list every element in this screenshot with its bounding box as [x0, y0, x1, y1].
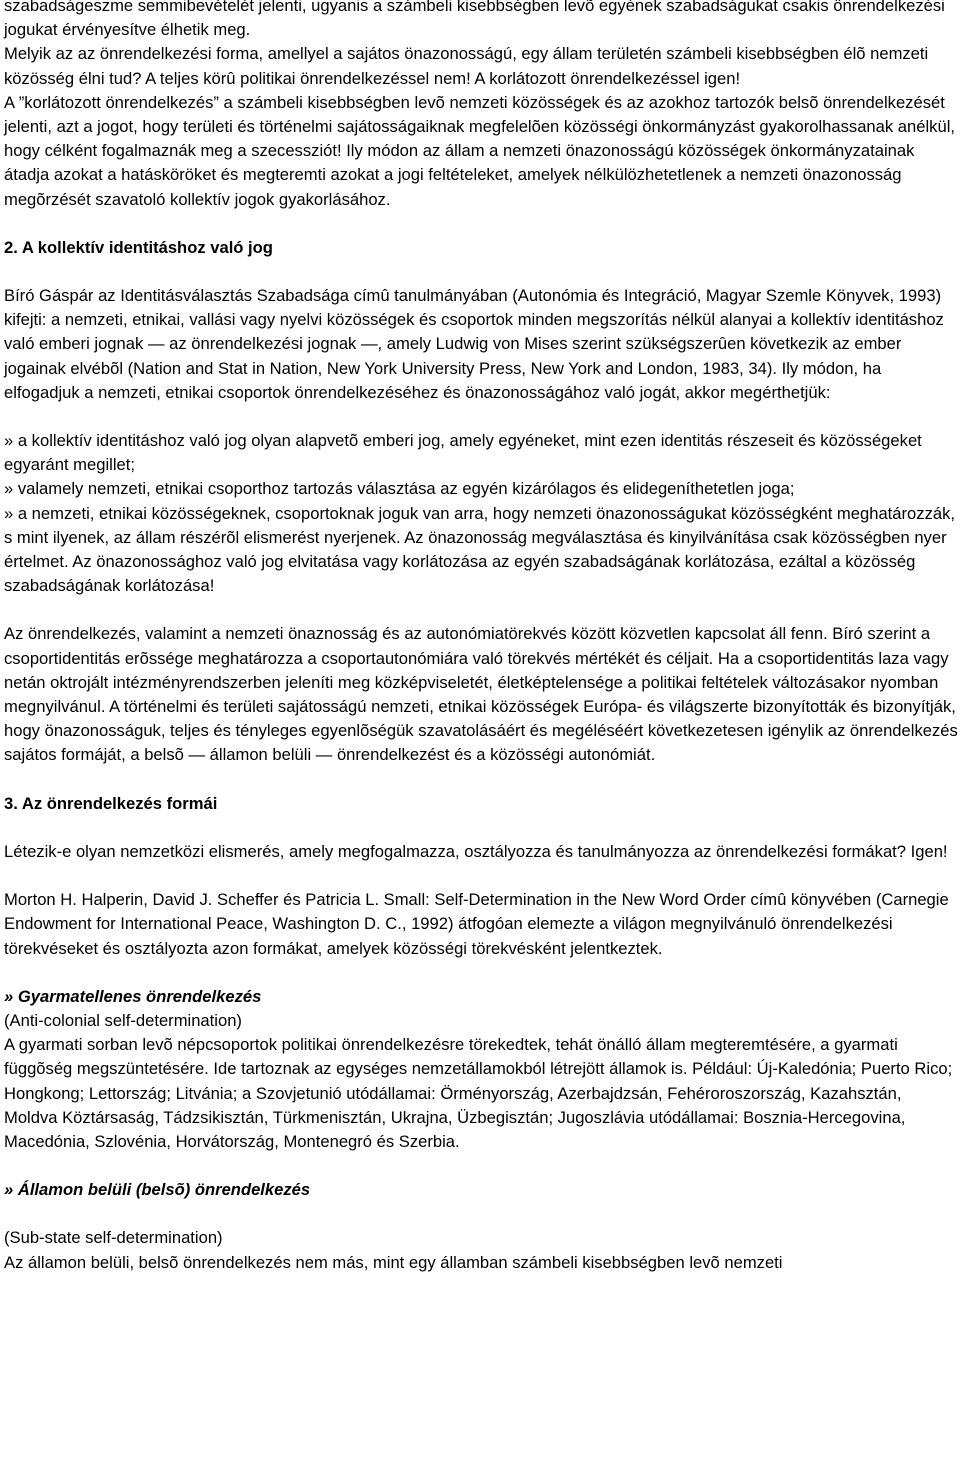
section-2-paragraph-2: Az önrendelkezés, valamint a nemzeti önaznosság és az autonómiatörekvés között közvetlen kapcsolat áll fenn. Bíró szerint a csoportidentitás erõssége meghatározza a csoportautonómiára való törekvés mértékét és céljait. Ha a csoportidentitás laza vagy netán oktrojált intézményrendszerben jeleníti meg közképviseletét, életképtelensége a politikai feltételek változásakor nyomban megnyilvánul. A történelmi és területi sajátosságú nemzeti, etnikai közösségek Európa- és világszerte bizonyították és bizonyítják, hogy önazonosságuk, teljes és tényleges egyenlõségük szavatolásáért és megéléséért következetesen igénylik az önrendelkezés sajátos formáját, a belsõ — államon belüli — önrendelkezést és a közösségi autonómiát. — [4, 624, 958, 765]
intro-paragraph-1: szabadságeszme semmibevételét jelenti, ugyanis a számbeli kisebbségben levõ egyének szabadságukat csakis önrendelkezési jogukat érvényesítve élhetik meg. — [4, 0, 945, 40]
spacer — [4, 768, 958, 792]
subsection-substate-english: (Sub-state self-determination) — [4, 1228, 223, 1248]
section-3-heading: 3. Az önrendelkezés formái — [4, 793, 218, 813]
section-2-heading: 2. A kollektív identitáshoz való jog — [4, 237, 273, 257]
section-2-paragraph-1: Bíró Gáspár az Identitásválasztás Szabadsága címû tanulmányában (Autonómia és Integráció, Magyar Szemle Könyvek, 1993) kifejti: a nemzeti, etnikai, vallási vagy nyelvi közösségek és csoportok minden megszorítás nélkül alanyai a kollektív identitáshoz való emberi jognak — az önrendelkezési jognak —, amely Ludwig von Mises szerint szükségszerûen következik az ember jogainak elvébõl (Nation and Stat in Nation, New York University Press, New York and London, 1983, 34). Ily módon, ha elfogadjuk a nemzeti, etnikai csoportok önrendelkezéséhez és önazonosságához való jogát, akkor megérthetjük: — [4, 286, 944, 402]
spacer — [4, 961, 958, 985]
intro-paragraph-2: Melyik az az önrendelkezési forma, amellyel a sajátos önazonosságú, egy állam területén számbeli kisebbségben élõ nemzeti közösség élni tud? A teljes körû politikai önrendelkezéssel nem! A korlátozott önrendelkezéssel igen! — [4, 44, 929, 88]
spacer — [4, 1154, 958, 1178]
subsection-anticolonial-english: (Anti-colonial self-determination) — [4, 1010, 242, 1030]
spacer — [4, 598, 958, 622]
subsection-substate-text: Az államon belüli, belsõ önrendelkezés nem más, mint egy államban számbeli kisebbségben levõ nemzeti — [4, 1252, 783, 1272]
spacer — [4, 864, 958, 888]
subsection-anticolonial-text: A gyarmati sorban levõ népcsoportok politikai önrendelkezésre törekedtek, tehát önálló állam megteremtésére, a gyarmati függõség megszüntetésére. Ide tartoznak az egységes nemzetállamokból létrejött államok is. Például: Új-Kaledónia; Puerto Rico; Hongkong; Lettország; Litvánia; a Szovjetunió utódállamai: Örményország, Azerbajdzsán, Fehéroroszország, Kazahsztán, Moldva Köztársaság, Tádzsikisztán, Türkmenisztán, Ukrajna, Üzbegisztán; Jugoszlávia utódállamai: Bosznia-Hercegovina, Macedónia, Szlovénia, Horvátország, Montenegró és Szerbia. — [4, 1035, 953, 1151]
subsection-anticolonial-title: » Gyarmatellenes önrendelkezés — [4, 986, 262, 1006]
spacer — [4, 405, 958, 429]
spacer — [4, 212, 958, 236]
bullet-item-2: » valamely nemzeti, etnikai csoporthoz tartozás választása az egyén kizárólagos és elidegeníthetetlen joga; — [4, 479, 795, 499]
document-page — [4, 0, 958, 1275]
section-3-paragraph-1: Létezik-e olyan nemzetközi elismerés, amely megfogalmazza, osztályozza és tanulmányozza az önrendelkezési formákat? Igen! — [4, 841, 948, 861]
intro-paragraph-3: A ”korlátozott önrendelkezés” a számbeli kisebbségben levõ nemzeti közösségek és az azokhoz tartozók belsõ önrendelkezését jelenti, azt a jogot, hogy területi és történelmi sajátosságaiknak megfelelõen közösségi önkormányzást gyakorolhassanak anélkül, hogy célként fogalmaznák meg a szecessziót! Ily módon az állam a nemzeti önazonosságú közösségek önkormányzatainak átadja azokat a hatásköröket és megteremti azokat a jogi feltételeket, amelyek nélkülözhetetlenek a nemzeti önazonosság megõrzését szavatoló kollektív jogok gyakorlásához. — [4, 92, 955, 209]
bullet-item-1: » a kollektív identitáshoz való jog olyan alapvetõ emberi jog, amely egyéneket, mint ezen identitás részeseit és közösségeket egyaránt megillet; — [4, 431, 922, 475]
subsection-substate-title: » Államon belüli (belsõ) önrendelkezés — [4, 1180, 311, 1200]
spacer — [4, 816, 958, 840]
spacer — [4, 1202, 958, 1226]
spacer — [4, 260, 958, 284]
bullet-item-3: » a nemzeti, etnikai közösségeknek, csoportoknak joguk van arra, hogy nemzeti önazonosságukat közösségként meghatározzák, s mint ilyenek, az állam részérõl elismerést nyerjenek. Az önazonosság megválasztása és kinyilvánítása csak közösségben nyer értelmet. Az önazonossághoz való jog elvitatása vagy korlátozása az egyén szabadságának korlátozása, ezáltal a közösség szabadságának korlátozása! — [4, 503, 955, 596]
section-3-paragraph-2: Morton H. Halperin, David J. Scheffer és Patricia L. Small: Self-Determination in the New Word Order címû könyvében (Carnegie Endowment for International Peace, Washington D. C., 1992) átfogóan elemezte a világon megnyilvánuló önrendelkezési törekvéseket és osztályozta azon formákat, amelyek közösségi törekvésként jelentkeztek. — [4, 890, 949, 958]
